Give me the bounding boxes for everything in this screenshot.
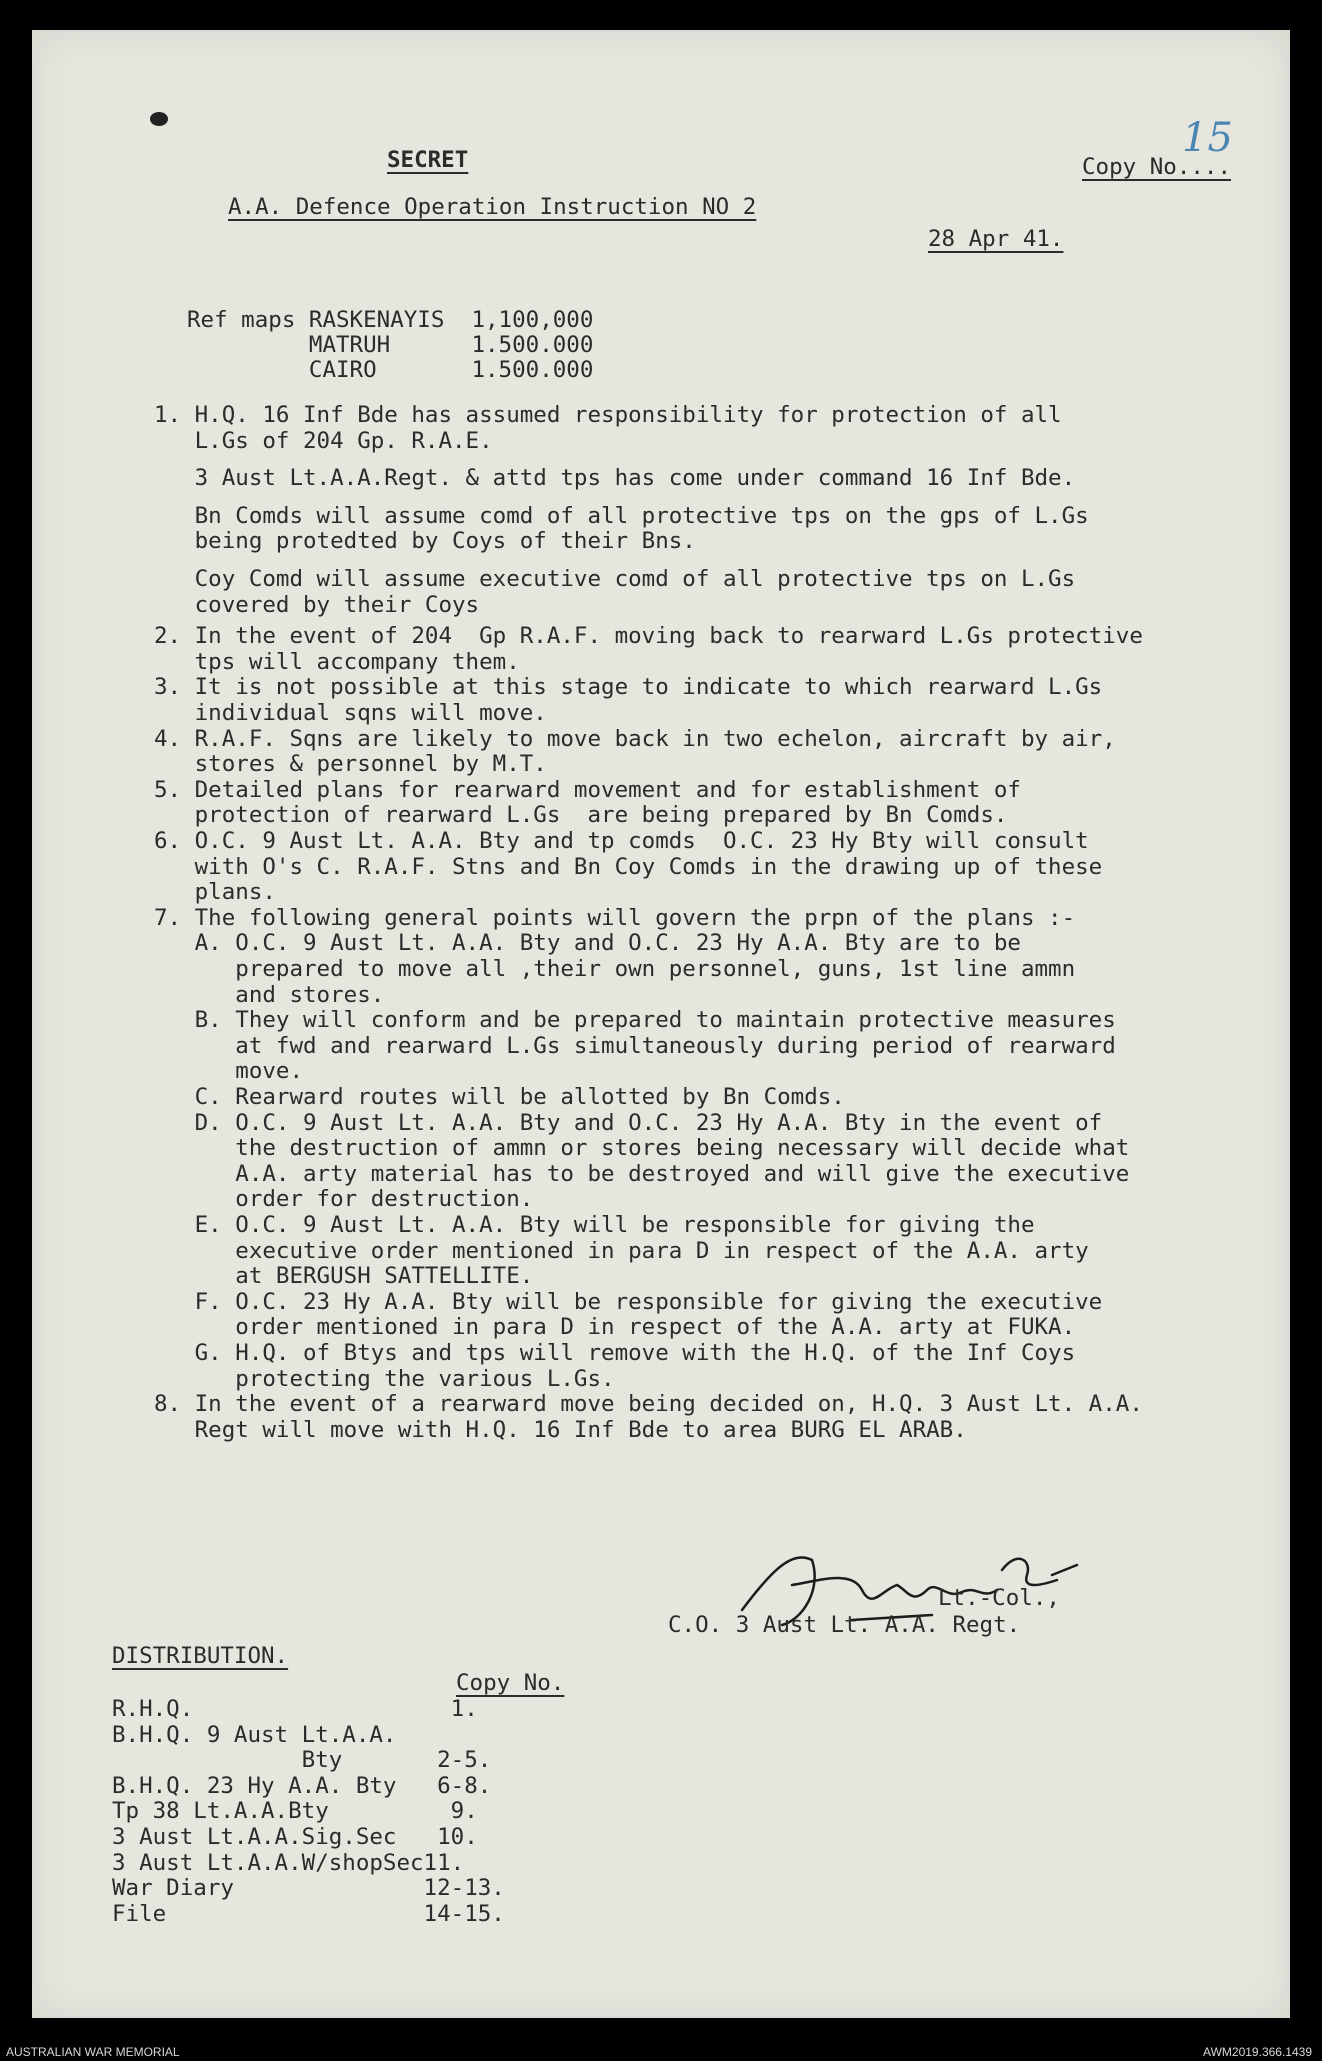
instruction-line: stores & personnel by M.T.	[154, 751, 547, 778]
distribution-row: Tp 38 Lt.A.A.Bty 9.	[112, 1798, 478, 1825]
instruction-line: 3 Aust Lt.A.A.Regt. & attd tps has come under command 16 Inf Bde.	[154, 465, 1076, 492]
signature-rank: Lt.-Col.,	[938, 1585, 1060, 1611]
reference-map-line: CAIRO 1.500.000	[187, 357, 594, 383]
instruction-line: 8. In the event of a rearward move being decided on, H.Q. 3 Aust Lt. A.A.	[154, 1391, 1143, 1418]
instruction-line: the destruction of ammn or stores being necessary will decide what	[154, 1135, 1130, 1162]
instruction-line: Bn Comds will assume comd of all protective tps on the gps of L.Gs	[154, 502, 1089, 529]
distribution-row: Bty 2-5.	[112, 1747, 492, 1774]
instruction-line: A.A. arty material has to be destroyed and will give the executive	[154, 1160, 1130, 1187]
secret-heading: SECRET	[387, 147, 469, 173]
distribution-row: 3 Aust Lt.A.A.Sig.Sec 10.	[112, 1824, 478, 1850]
distribution-row: File 14-15.	[112, 1900, 505, 1927]
reference-map-line: Ref maps RASKENAYIS 1,100,000	[187, 307, 594, 333]
paper-mark	[150, 112, 168, 126]
instruction-line: A. O.C. 9 Aust Lt. A.A. Bty and O.C. 23 Hy A.A. Bty are to be	[154, 930, 1021, 957]
distribution-row: B.H.Q. 23 Hy A.A. Bty 6-8.	[112, 1772, 492, 1799]
instruction-line: D. O.C. 9 Aust Lt. A.A. Bty and O.C. 23 Hy A.A. Bty in the event of	[154, 1109, 1103, 1136]
instruction-line: protection of rearward L.Gs are being prepared by Bn Comds.	[154, 802, 1008, 829]
instruction-line: Coy Comd will assume executive comd of all protective tps on L.Gs	[154, 566, 1076, 592]
footer-archive-name: AUSTRALIAN WAR MEMORIAL	[6, 2045, 180, 2059]
distribution-row: War Diary 12-13.	[112, 1875, 505, 1902]
distribution-row: B.H.Q. 9 Aust Lt.A.A.	[112, 1721, 397, 1748]
instruction-line: move.	[154, 1058, 304, 1085]
handwritten-copy-number: 15	[1182, 115, 1233, 161]
instruction-line: protecting the various L.Gs.	[154, 1365, 615, 1392]
reference-map-line: MATRUH 1.500.000	[187, 332, 594, 358]
copy-number-label: Copy No....	[1082, 154, 1232, 180]
instruction-line: C. Rearward routes will be allotted by Bn Comds.	[154, 1084, 845, 1110]
instruction-line: Regt will move with H.Q. 16 Inf Bde to area BURG EL ARAB.	[154, 1416, 967, 1443]
instruction-line: 4. R.A.F. Sqns are likely to move back in two echelon, aircraft by air,	[154, 725, 1116, 752]
instruction-line: 1. H.Q. 16 Inf Bde has assumed responsibility for protection of all	[154, 402, 1062, 428]
instruction-line: L.Gs of 204 Gp. R.A.E.	[154, 427, 493, 454]
instruction-line: 6. O.C. 9 Aust Lt. A.A. Bty and tp comds O.C. 23 Hy Bty will consult	[154, 828, 1089, 854]
instruction-line: being protedted by Coys of their Bns.	[154, 528, 696, 555]
instruction-line: plans.	[154, 879, 276, 906]
distribution-row: R.H.Q. 1.	[112, 1696, 478, 1722]
document-page	[32, 30, 1290, 2018]
instruction-line: F. O.C. 23 Hy A.A. Bty will be responsible for giving the executive	[154, 1288, 1103, 1315]
distribution-row: 3 Aust Lt.A.A.W/shopSec11.	[112, 1849, 465, 1876]
instruction-line: individual sqns will move.	[154, 700, 547, 726]
instruction-line: order for destruction.	[154, 1186, 534, 1213]
instruction-line: executive order mentioned in para D in respect of the A.A. arty	[154, 1237, 1089, 1264]
instruction-line: tps will accompany them.	[154, 648, 520, 675]
document-title: A.A. Defence Operation Instruction NO 2	[228, 194, 757, 220]
instruction-line: order mentioned in para D in respect of the A.A. arty at FUKA.	[154, 1314, 1076, 1341]
instruction-line: B. They will conform and be prepared to maintain protective measures	[154, 1007, 1116, 1034]
instruction-line: 7. The following general points will govern the prpn of the plans :-	[154, 904, 1076, 931]
footer-accession-number: AWM2019.366.1439	[1203, 2045, 1312, 2059]
instruction-line: 2. In the event of 204 Gp R.A.F. moving back to rearward L.Gs protective	[154, 623, 1143, 650]
distribution-title: DISTRIBUTION.	[112, 1643, 289, 1669]
instruction-line: E. O.C. 9 Aust Lt. A.A. Bty will be responsible for giving the	[154, 1212, 1035, 1238]
instruction-line: prepared to move all ,their own personnel, guns, 1st line ammn	[154, 956, 1076, 982]
signature-unit: C.O. 3 Aust Lt. A.A. Regt.	[668, 1612, 1021, 1638]
instruction-line: covered by their Coys	[154, 591, 480, 618]
instruction-line: 5. Detailed plans for rearward movement and for establishment of	[154, 776, 1021, 803]
instruction-line: with O's C. R.A.F. Stns and Bn Coy Comds in the drawing up of these	[154, 853, 1103, 880]
instruction-line: at BERGUSH SATTELLITE.	[154, 1263, 534, 1290]
instruction-line: G. H.Q. of Btys and tps will remove with the H.Q. of the Inf Coys	[154, 1340, 1076, 1366]
document-date: 28 Apr 41.	[928, 226, 1064, 252]
instruction-line: 3. It is not possible at this stage to indicate to which rearward L.Gs	[154, 674, 1103, 701]
distribution-copy-header: Copy No.	[456, 1670, 565, 1696]
instruction-line: and stores.	[154, 981, 385, 1008]
instruction-line: at fwd and rearward L.Gs simultaneously during period of rearward	[154, 1032, 1116, 1059]
